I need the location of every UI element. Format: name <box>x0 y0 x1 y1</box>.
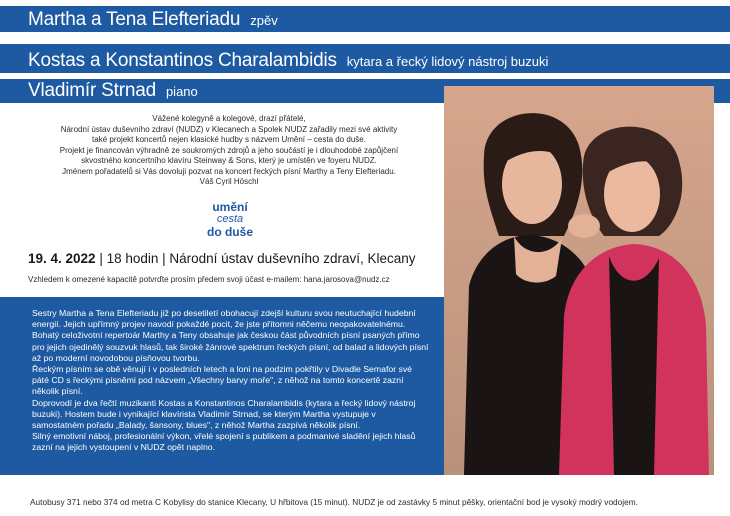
performer-role-3: piano <box>165 84 198 99</box>
performer-band-1 <box>0 6 730 32</box>
event-info <box>28 251 448 266</box>
performers-illustration <box>444 86 714 475</box>
intro-line: skvostného koncertního klavíru Steinway & Sons, který je umístěn ve foyeru NUDZ. <box>81 156 377 165</box>
invitation-letter <box>28 114 430 188</box>
logo-line-3: do duše <box>206 225 253 239</box>
transport-footer: Autobusy 371 nebo 374 od metra C Kobylisy do stanice Klecany, U hřbitova (15 minut). NUDZ je od zastávky 5 minut pěšky, orientační bod je vysoký modrý vodojem. <box>30 497 638 507</box>
description-paragraph: Sestry Martha a Tena Elefteriadu již po desetiletí obohacují zdejší kulturu svou neutuchající hudební energií. Jejich upřímný projev navodí pokaždé pocit, že jste přítomni něčemu neopakovatelnému. <box>32 308 416 330</box>
description-paragraph: Silný emotivní náboj, profesionální výkon, vřelé spojení s publikem a podmanivé sladění jejich hlasů zazní na jejich vystoupení v NUDZ opět naplno. <box>32 431 416 453</box>
description-paragraph: Řeckým písním se obě věnují i v posledních letech a loni na podzim pokřtily v Divadle Semafor své páté CD s řeckými písněmi pod názvem „Všechny barvy moře", z něhož na tomto koncertě zazní několik písní. <box>32 364 413 397</box>
reservation-note: Vzhledem k omezené kapacitě potvrďte prosím předem svoji účast e-mailem: hana.jarosova@nudz.cz <box>28 275 390 284</box>
intro-line: Vážené kolegyně a kolegové, drazí přátelé, <box>152 114 306 123</box>
performer-band-2 <box>0 44 730 73</box>
intro-line: Jménem pořadatelů si Vás dovoluji pozvat na koncert řeckých písní Marthy a Teny Elefteriadu. <box>62 166 396 176</box>
event-time-venue: | 18 hodin | Národní ústav duševního zdraví, Klecany <box>95 251 416 266</box>
logo-line-1: umění <box>212 200 248 214</box>
description-box <box>0 297 444 475</box>
intro-line: Projekt je financován výhradně ze soukromých zdrojů a jeho součástí je i dlouhodobé zapůjčení <box>59 145 399 155</box>
description-paragraph: Doprovodí je dva řečtí muzikanti Kostas a Konstantinos Charalambidis (kytara a řecký lidový nástroj buzuki). Hostem bude i vynikající klavírista Vladimír Strnad, se kterým Martha vystupuje v samostatném pořadu „Balady, šansony, blues", z něhož Martha zazpívá několik písní. <box>32 397 416 431</box>
description-paragraph: Bohatý celoživotní repertoár Marthy a Teny obsahuje jak českou část původních písní psaných přímo pro jejich ojedinělý souzvuk hlasů, tak široké žánrové spektrum řeckých písní, od balad a lidových písní až po moderní novodobou písňovou tvorbu. <box>32 330 429 363</box>
performer-role-2: kytara a řecký lidový nástroj buzuki <box>346 54 549 69</box>
intro-line: také projekt koncertů nejen klasické hudby s názvem Umění – cesta do duše. <box>92 135 366 144</box>
performers-photo <box>444 86 714 475</box>
intro-line: Národní ústav duševního zdraví (NUDZ) v Klecanech a Spolek NUDZ zařadily mezi své aktivity <box>60 124 398 134</box>
umeni-cesta-do-duse-logo <box>200 201 260 238</box>
performer-name-1: Martha a Tena Elefteriadu <box>28 9 241 30</box>
performer-role-1: zpěv <box>250 13 278 28</box>
logo-line-2: cesta <box>216 213 244 225</box>
performer-name-3: Vladimír Strnad <box>28 80 156 101</box>
event-date: 19. 4. 2022 <box>28 251 96 266</box>
intro-signature: Váš Cyril Höschl <box>199 177 259 186</box>
performer-name-2: Kostas a Konstantinos Charalambidis <box>28 50 337 71</box>
